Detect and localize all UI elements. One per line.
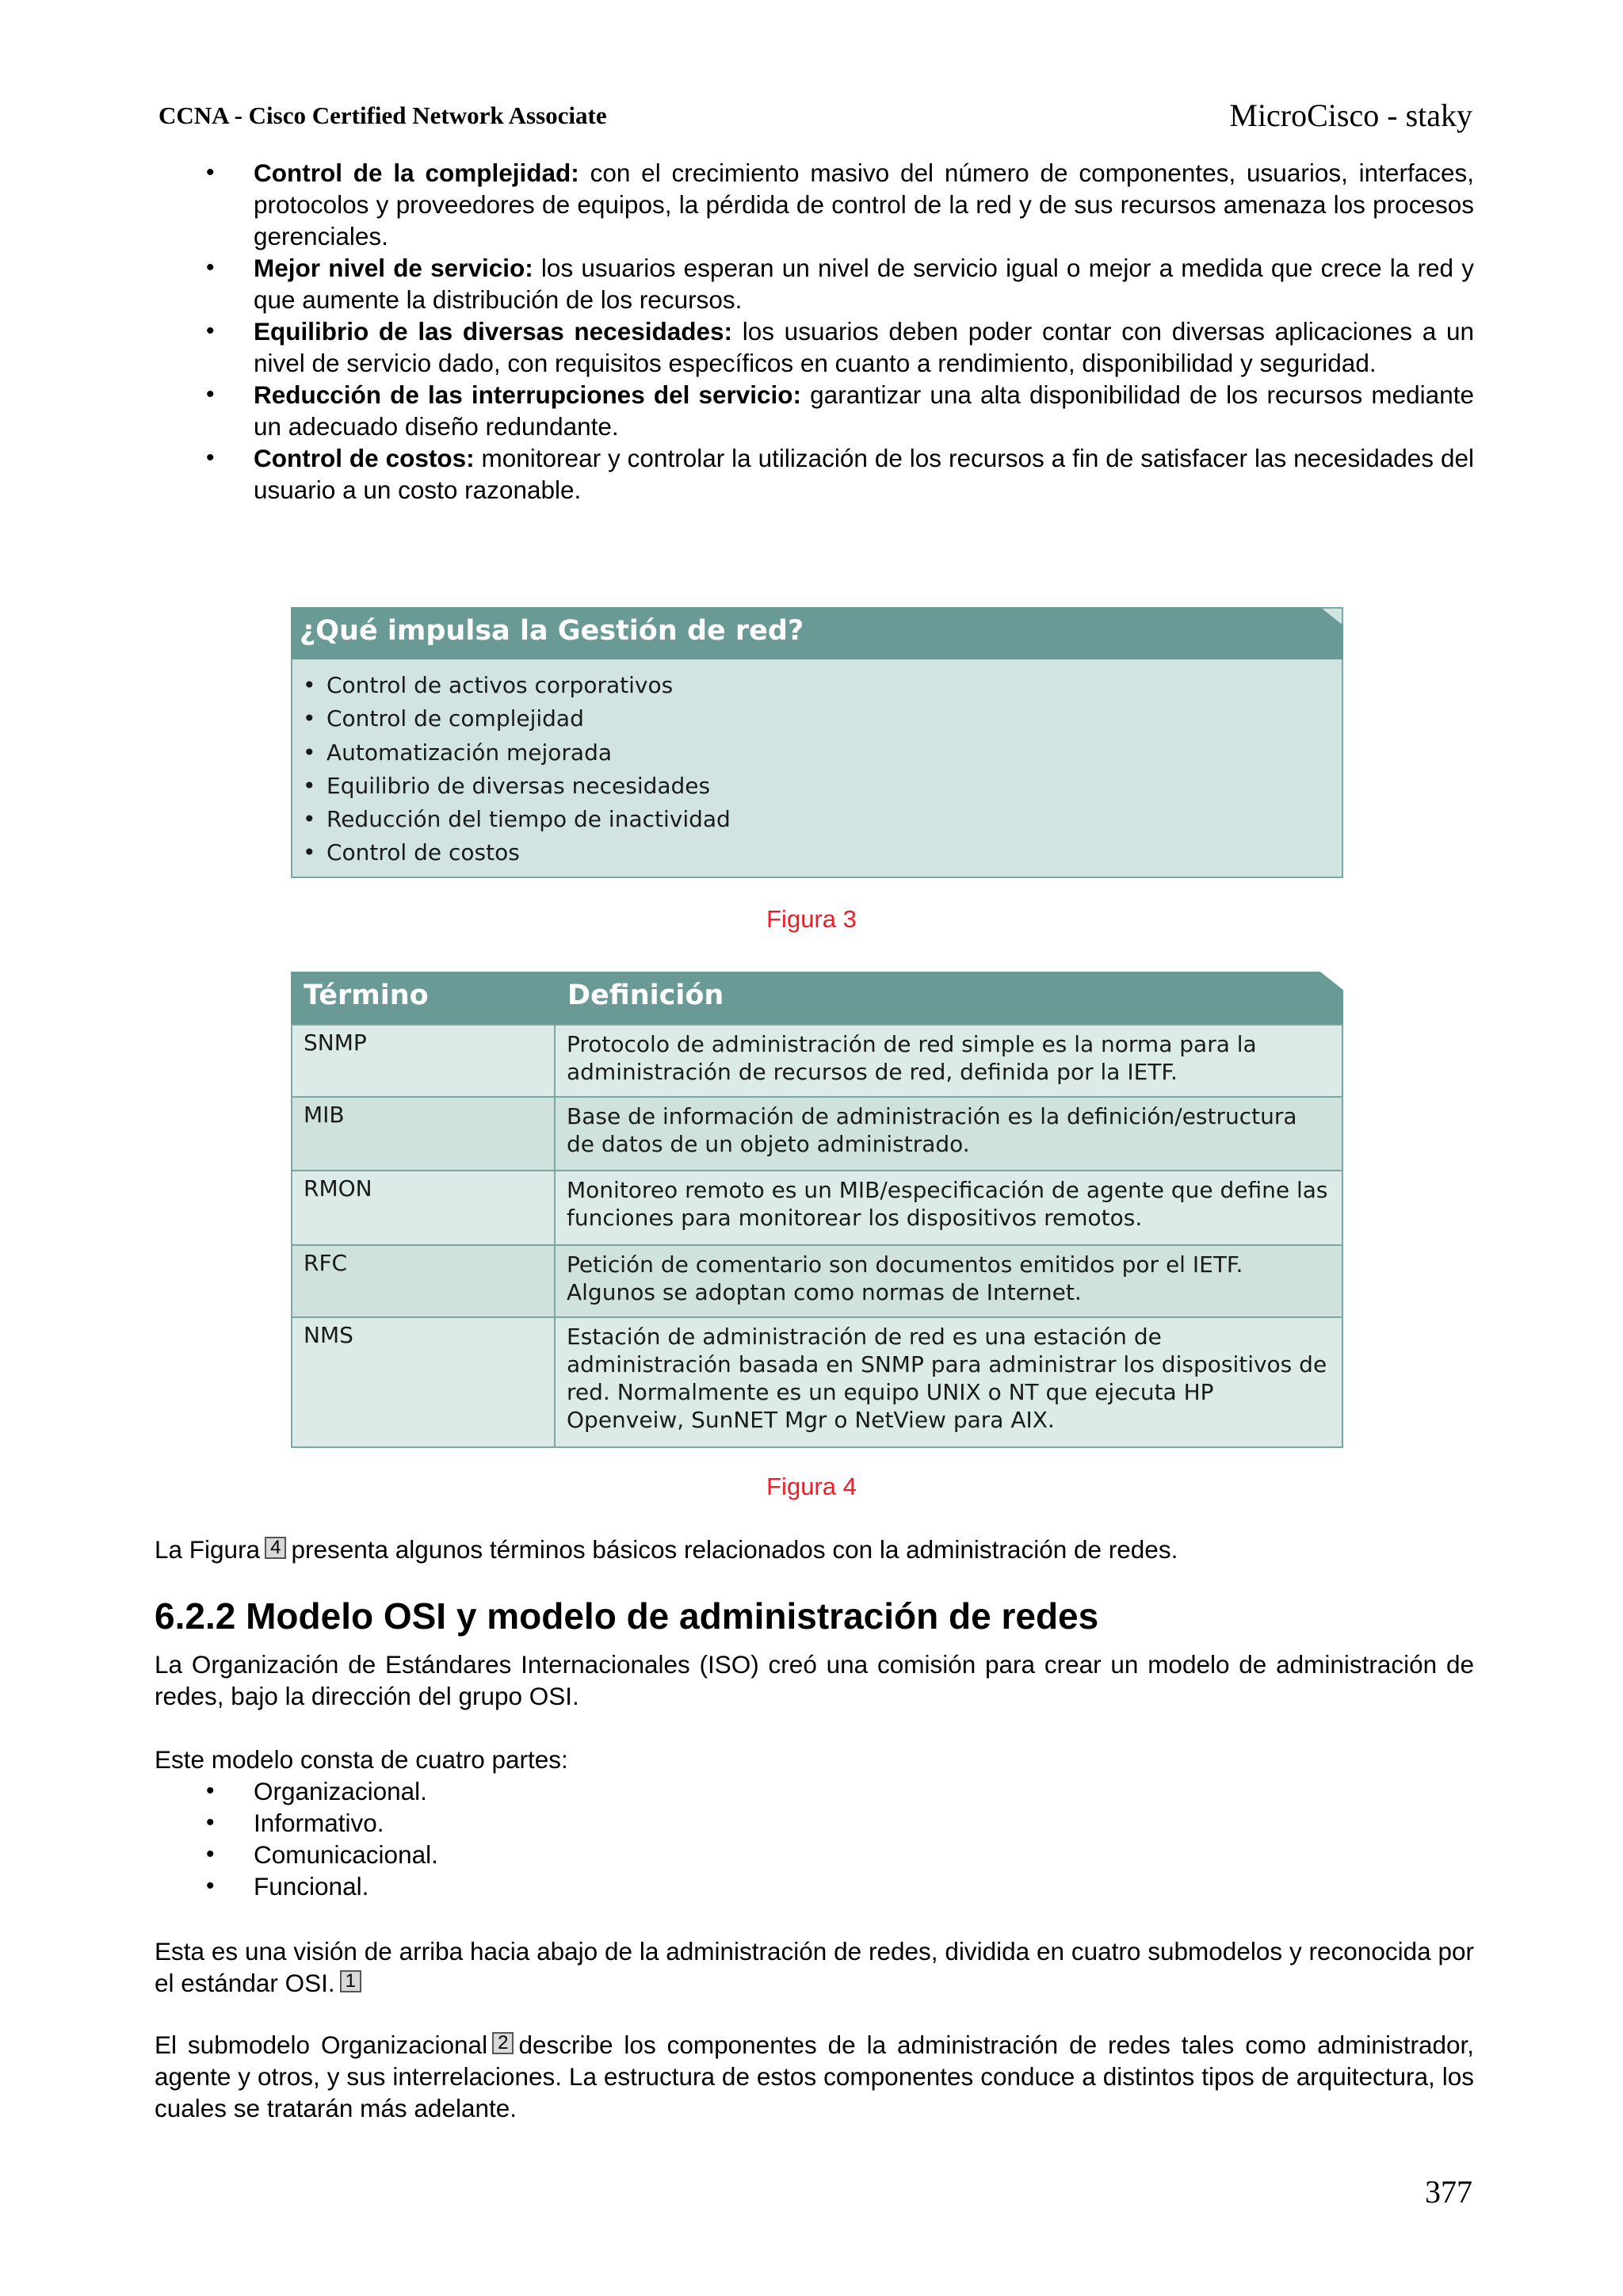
table-row [292, 1245, 1342, 1317]
figure-ref-link[interactable]: 4 [265, 1537, 286, 1559]
table-row [292, 1171, 1342, 1245]
figure3-title: ¿Qué impulsa la Gestión de red? [300, 615, 804, 647]
figure-ref-link[interactable]: 1 [340, 1970, 361, 1992]
list-item: • Reducción de las interrupciones del servicio: garantizar una alta disponibilidad de los recursos mediante un adecuado diseño redundante. [158, 379, 1474, 442]
model-parts-list [158, 1775, 1474, 1902]
term-cell: MIB [292, 1097, 555, 1171]
intro-bullet-list [158, 157, 1474, 506]
table-row [292, 1317, 1342, 1447]
list-item: • Equilibrio de diversas necesidades [303, 770, 731, 803]
term-cell: SNMP [292, 1025, 555, 1097]
list-item: • Comunicacional. [158, 1839, 1474, 1870]
list-item: • Mejor nivel de servicio: los usuarios esperan un nivel de servicio igual o mejor a medida que crece la red y que aumente la distribución de los recursos. [158, 252, 1474, 315]
table-row [292, 1097, 1342, 1171]
list-item: • Informativo. [158, 1807, 1474, 1839]
list-item: • Control de complejidad [303, 702, 731, 735]
definition-cell: Protocolo de administración de red simple es la norma para la administración de recursos de red, definida por la IETF. [555, 1025, 1342, 1097]
figure3-list [303, 669, 731, 870]
section-heading: 6.2.2 Modelo OSI y modelo de administración de redes [155, 1595, 1099, 1637]
list-item: • Control de la complejidad: con el crecimiento masivo del número de componentes, usuarios, interfaces, protocolos y proveedores de equipos, la pérdida de control de la red y de sus recursos amenaza los procesos gerenciales. [158, 157, 1474, 252]
list-item: • Reducción del tiempo de inactividad [303, 803, 731, 836]
term-cell: RFC [292, 1245, 555, 1317]
table-row [292, 1025, 1342, 1097]
figure4-reference-paragraph: La Figura 4 presenta algunos términos básicos relacionados con la administración de redes. [155, 1535, 1178, 1564]
figure4-caption: Figura 4 [766, 1473, 857, 1500]
section-paragraph-3: Esta es una visión de arriba hacia abajo de la administración de redes, dividida en cuatro submodelos y reconocida por el estándar OSI. 1 [155, 1937, 1474, 1997]
list-item: • Automatización mejorada [303, 736, 731, 770]
section-paragraph-1: La Organización de Estándares Internacionales (ISO) creó una comisión para crear un modelo de administración de redes, bajo la dirección del grupo OSI. [155, 1650, 1474, 1710]
term-cell: NMS [292, 1317, 555, 1447]
definition-cell: Base de información de administración es la definición/estructura de datos de un objeto administrado. [555, 1097, 1342, 1171]
list-item: • Funcional. [158, 1870, 1474, 1902]
figure4-header-bar [291, 972, 1343, 1024]
running-header-right: MicroCisco - staky [1229, 97, 1472, 133]
term-cell: RMON [292, 1171, 555, 1245]
definition-cell: Petición de comentario son documentos emitidos por el IETF. Algunos se adoptan como normas de Internet. [555, 1245, 1342, 1317]
list-item: • Control de costos [303, 836, 731, 869]
definition-cell: Estación de administración de red es una estación de administración basada en SNMP para administrar los dispositivos de red. Normalmente es un equipo UNIX o NT que ejecuta HP Openveiw, SunNET Mgr o NetView para AIX. [555, 1317, 1342, 1447]
list-item: • Control de activos corporativos [303, 669, 731, 702]
list-item: • Organizacional. [158, 1775, 1474, 1807]
figure3-caption: Figura 3 [766, 905, 857, 933]
figure4-terms-table [291, 1024, 1343, 1448]
definition-cell: Monitoreo remoto es un MIB/especificación de agente que define las funciones para monitorear los dispositivos remotos. [555, 1171, 1342, 1245]
section-paragraph-4: El submodelo Organizacional 2 describe los componentes de la administración de redes tales como administrador, agente y otros, y sus interrelaciones. La estructura de estos componentes conduce a distintos tipos de arquitectura, los cuales se tratarán más adelante. [155, 2030, 1474, 2122]
figure-ref-link[interactable]: 2 [492, 2032, 514, 2054]
list-item: • Control de costos: monitorear y controlar la utilización de los recursos a fin de satisfacer las necesidades del usuario a un costo razonable. [158, 442, 1474, 506]
running-header-left: CCNA - Cisco Certified Network Associate [158, 101, 607, 129]
page-number: 377 [1425, 2174, 1472, 2210]
figure4-col-definition: Definición [567, 980, 724, 1011]
figure4-col-term: Término [304, 980, 429, 1011]
section-paragraph-2: Este modelo consta de cuatro partes: [155, 1745, 568, 1774]
list-item: • Equilibrio de las diversas necesidades: los usuarios deben poder contar con diversas aplicaciones a un nivel de servicio dado, con requisitos específicos en cuanto a rendimiento, disponibilidad y seguridad. [158, 315, 1474, 379]
